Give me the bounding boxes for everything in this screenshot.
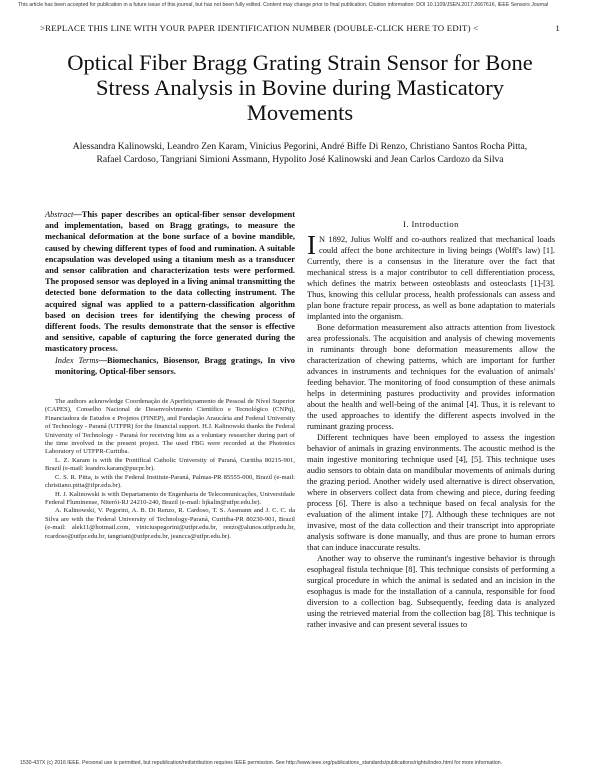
footnote-karam: L. Z. Karam is with the Pontifical Catholic University of Paraná, Curitiba 80215-901, Brazil (e-mail: leandro.karam@pucpr.br). [45, 456, 295, 473]
footnotes [45, 398, 295, 541]
paper-title: Optical Fiber Bragg Grating Strain Sensor for Bone Stress Analysis in Bovine during Masticatory Movements [67, 50, 533, 125]
author-list: Alessandra Kalinowski, Leandro Zen Karam, Vinicius Pegorini, André Biffe Di Renzo, Christiano Santos Rocha Pitta, Rafael Cardoso, Tangriani Simioni Assmann, Hypolito José Kalinowski and Jean Carlos Cardozo da Silva [72, 141, 528, 165]
index-terms [55, 355, 295, 377]
publication-notice: This article has been accepted for publication in a future issue of this journal, but has not been fully edited. Content may change prior to final publication. Citation information: DOI 10.1109/JSEN.2017.2667616, IEEE Sensors Journal [18, 2, 549, 8]
header-text: >REPLACE THIS LINE WITH YOUR PAPER IDENTIFICATION NUMBER (DOUBLE-CLICK HERE TO EDIT) < [40, 23, 479, 33]
index-terms-text: —Biomechanics, Biosensor, Bragg gratings, In vivo monitoring, Optical-fiber sensors. [55, 355, 295, 376]
abstract-text: —This paper describes an optical-fiber sensor development and implementation, based on Bragg gratings, to measure the mechanical deformation at the bone surface of a bovine mandible, caused by chewing different types of food and rumination. A suitable encapsulation was developed using a titanium mesh as a transducer and sensor calibration and characterization tests were performed. The proposed sensor was deployed in a living animal transmitting the detected bone deformation to the data collecting instrument. The acquired signal was applied to a pattern-classification algorithm based on decision trees for identifying the chewing process of different foods. The results demonstrate that the sensor is effective and sensitive, capable of capturing the force generated during the masticatory process. [45, 210, 295, 354]
intro-paragraph-2: Bone deformation measurement also attracts attention from livestock area professionals. The acquisition and analysis of chewing movements in ruminants through bone deformation measurements allow the characterization of chewing patterns, which are important for further advances in instruments and techniques for the evaluation of animals' feeding behavior. The monitoring of food consumption of these animals helps in determining pastures productivity and provides information about the health and well-being of the animal [4]. Thus, it is relevant to the used approaches to identify the different aspects involved in the ruminant grazing process. [307, 323, 555, 431]
right-column [307, 219, 555, 630]
abstract-label: Abstract [45, 210, 74, 219]
abstract [45, 209, 295, 355]
copyright-footer: 1530-437X (c) 2016 IEEE. Personal use is permitted, but republication/redistribution requires IEEE permission. See http://www.ieee.org/publications_standards/publications/rights/index.html for more information. [20, 760, 503, 766]
running-header [40, 23, 560, 33]
footnote-pitta: C. S. R. Pitta, is with the Federal Institute-Paraná, Palmas-PR 85555-000, Brazil (e-mail: christiano.pitta@ifpr.edu.br). [45, 473, 295, 490]
drop-cap: I [307, 230, 316, 260]
intro-paragraph-1 [307, 230, 555, 322]
footnote-hj-kalinowski: H. J. Kalinowski is with Departamento de Engenharia de Telecomunicações, Universidade Federal Fluminense, Niterói-RJ 24210-240, Brazil (e-mail: hjkalin@utfpr.edu.br). [45, 490, 295, 506]
index-terms-label: Index Terms [55, 355, 99, 365]
intro-paragraph-1-text: N 1892, Julius Wolff and co-authors realized that mechanical loads could affect the bone architecture in living beings (Wolff's law) [1]. Currently, there is a consensus in the literature over the fact that mechanical stress is a major contributor to cell differentiation process, which defines the matrix between osteoblasts and osteoclasts [1]-[3]. Thus, knowing this cellular process, health professionals can assess and plan bone fracture repair process, as well as bone adaptation to materials implanted into the organism. [307, 235, 555, 321]
intro-paragraph-3: Different techniques have been employed to assess the ingestion behavior of animals in grazing environments. The acoustic method is the main ingestive monitoring technique used [4], [5]. This technique uses audio sensors to obtain data on mandibular movements of animals during the grazing period. Another widely used alternative is direct observation, where in observers collect data from chewing and piece, during feeding process [6]. There is also a technique based on fecal analysis for the evaluation of the aliment intake [7]. Although these techniques are not invasive, most of the data collection and their transcript into appropriate analysis software is done manually, and thus are prone to human errors that can induce inaccurate results. [307, 433, 555, 552]
footnote-funding: The authors acknowledge Coordenação de Aperfeiçoamento de Pessoal de Nível Superior (CAPES), Conselho Nacional de Desenvolvimento Científico e Tecnológico (CNPq), Financiadora de Estudos e Projetos (FINEP), and Fundação Araucária and Federal University of Technology - Paraná (UTFPR) for the financial support. H.J. Kalinowski thanks the Federal University of Technology - Paraná for receiving him as a voluntary researcher during part of the time involved in the present project. The used FBG were recorded at the Photonics Laboratory of UTFPR-Curitiba. [45, 398, 295, 456]
left-column [45, 209, 295, 541]
section-heading-introduction: I. Introduction [403, 219, 459, 229]
footnote-utfpr-authors: A. Kalinowski, V. Pegorini, A. B. Di Renzo, R. Cardoso, T. S. Assmann and J. C. C. da Silva are with the Federal University of Technology-Paraná, Curitiba-PR 80230-901, Brazil (e-mail: alek11@hotmail.com, viniciuspegorini@utfpr.edu.br, renzo@alunos.utfpr.edu.br, rcardoso@utfpr.edu.br, tangriani@utfpr.edu.br, jeanccs@utfpr.edu.br). [45, 507, 295, 540]
page-number: 1 [555, 23, 560, 33]
intro-paragraph-4: Another way to observe the ruminant's ingestive behavior is through esophageal fistula technique [8]. This technique consists of performing a surgical procedure in which the animal is sedated and an incision in the esophagus is made for the installation of a cannula, responsible for food diversion to a collection bag. Subsequently, feeding data is analyzed using the retrieved material from the collection bag [8]. This technique is rather invasive and can present several issues to [307, 554, 555, 629]
